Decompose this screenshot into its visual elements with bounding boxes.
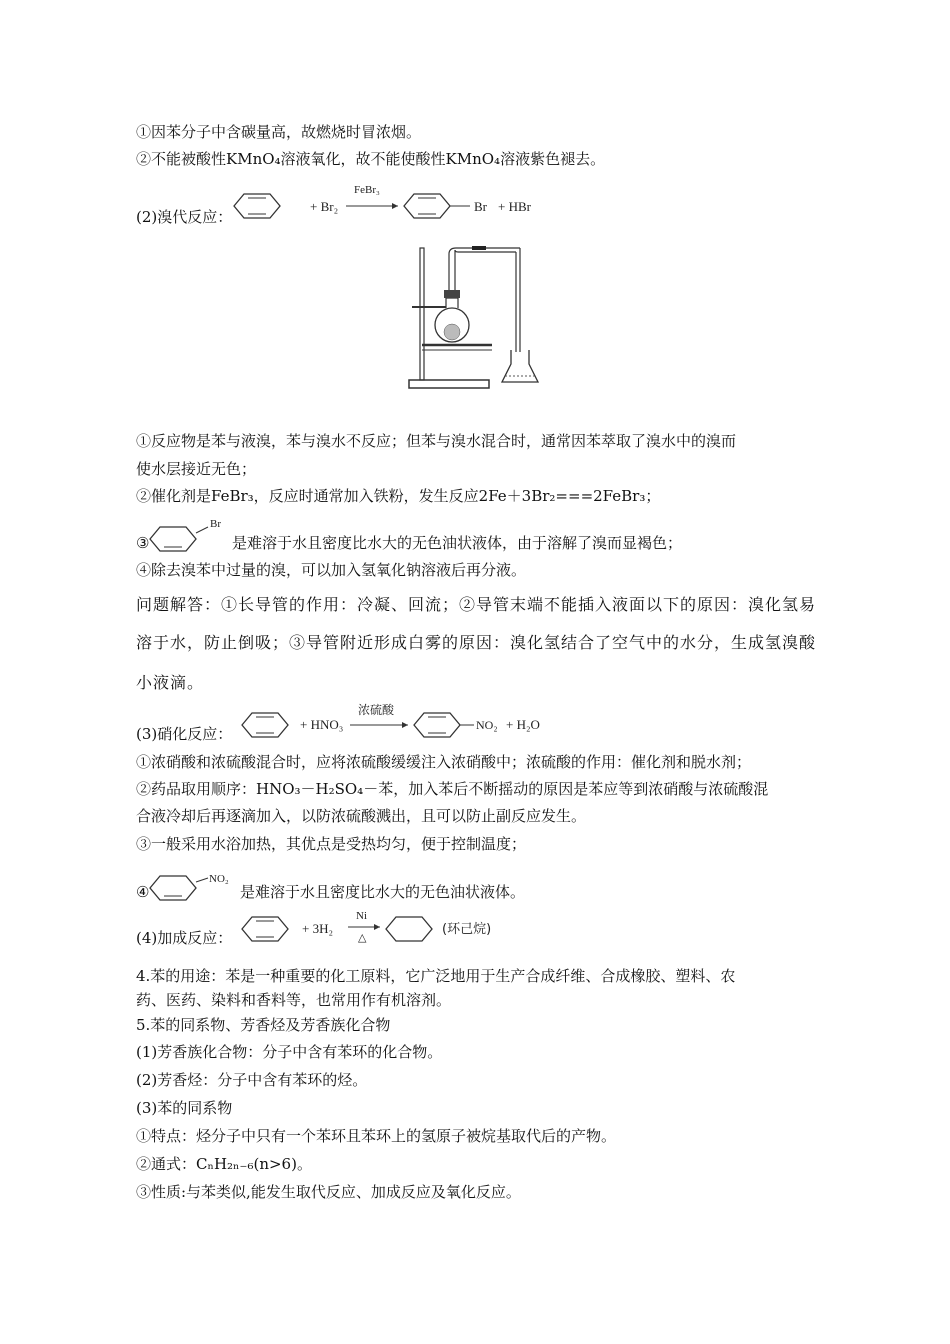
benzene-ring-icon [242,713,288,737]
reagent-text: + HNO₃ [300,717,344,732]
stand-rod [420,248,424,380]
benzene-ring-icon [414,713,460,737]
catalyst-text: 浓硫酸 [358,703,395,717]
arrow-head [402,722,408,728]
benzene-ring-icon [404,194,450,218]
benzene-ring-icon [242,917,288,941]
text-line: ①特点：烃分子中只有一个苯环且苯环上的氢原子被烷基取代后的产物。 [136,1127,617,1145]
nitrobenzene-structure [148,864,238,904]
bromination-label: (2)溴代反应： [136,208,233,226]
bromination-scheme [136,184,586,228]
substituent-text: Br [210,518,221,530]
addition-equation [136,905,556,949]
arrow-head [374,924,380,930]
text-line: ①因苯分子中含碳量高，故燃烧时冒浓烟。 [136,123,422,141]
text-line: 使水层接近无色； [136,460,257,478]
text-line: 是难溶于水且密度比水大的无色油状液体，由于溶解了溴而显褐色； [232,534,683,552]
text-line: 合液冷却后再逐滴加入，以防浓硫酸溅出，且可以防止副反应发生。 [136,807,587,825]
text-line: 药、医药、染料和香料等，也常用作有机溶剂。 [136,991,452,1009]
nitration-label: (3)硝化反应： [136,725,233,743]
catalyst-text: FeBr₃ [354,184,380,196]
product-group-text: NO₂ [476,718,498,732]
benzene-ring-icon [234,194,280,218]
substituent-text: NO₂ [209,873,229,885]
bromobenzene-structure [148,513,234,553]
product-group-text: Br [474,199,487,214]
nitration-scheme [136,701,586,745]
addition-label: (4)加成反应： [136,929,233,947]
text-line: ②不能被酸性KMnO₄溶液氧化，故不能使酸性KMnO₄溶液紫色褪去。 [136,150,606,168]
bromination-apparatus-diagram [406,240,556,394]
text-line: ④ [136,883,150,901]
arrow-head [392,203,398,209]
benzene-ring-icon [150,527,196,551]
section-heading: 5.苯的同系物、芳香烃及芳香族化合物 [136,1016,391,1034]
nitration-equation [136,701,586,745]
text-line: ②通式：CₙH₂ₙ₋₆(n>6)。 [136,1155,312,1173]
stand-base [409,380,489,388]
text-line: ③性质:与苯类似,能发生取代反应、加成反应及氧化反应。 [136,1183,521,1201]
text-line: 是难溶于水且密度比水大的无色油状液体。 [240,883,526,901]
bromination-equation [136,184,586,228]
byproduct-text: + H₂O [506,717,540,732]
text-line: (1)芳香族化合物：分子中含有苯环的化合物。 [136,1043,443,1061]
text-line: ②药品取用顺序：HNO₃－H₂SO₄－苯，加入苯后不断摇动的原因是苯应等到浓硝酸与浓硫酸混 [136,780,769,798]
conical-flask [502,350,538,382]
benzene-ring-icon [150,876,196,900]
text-line: 4.苯的用途：苯是一种重要的化工原料，它广泛地用于生产合成纤维、合成橡胶、塑料、农 [136,967,736,985]
text-line: ①浓硝酸和浓硫酸混合时，应将浓硫酸缓缓注入浓硝酸中；浓硫酸的作用：催化剂和脱水剂； [136,753,752,771]
stopper [444,290,460,298]
text-line: 溶于水，防止倒吸；③导管附近形成白雾的原因：溴化氢结合了空气中的水分，生成氢溴酸 [136,633,817,652]
text-line: ③ [136,534,150,552]
reagent-text: + 3H₂ [302,921,334,936]
byproduct-text: + HBr [498,199,531,214]
flask-liquid [444,324,460,340]
text-line: ④除去溴苯中过量的溴，可以加入氢氧化钠溶液后再分液。 [136,561,527,579]
text-line: (2)芳香烃：分子中含有苯环的烃。 [136,1071,368,1089]
heat-symbol: △ [358,932,367,944]
cyclohexane-ring-icon [386,917,432,941]
text-line: 小液滴。 [136,673,205,692]
reagent-text: + Br₂ [310,199,339,214]
text-line: 问题解答：①长导管的作用：冷凝、回流；②导管末端不能插入液面以下的原因：溴化氢易 [136,595,817,614]
section-heading: (3)苯的同系物 [136,1099,233,1117]
addition-scheme [136,905,556,949]
catalyst-text: Ni [356,910,367,922]
rubber-connector [472,246,486,250]
text-line: ①反应物是苯与液溴，苯与溴水不反应；但苯与溴水混合时，通常因苯萃取了溴水中的溴而 [136,432,737,450]
text-line: ③一般采用水浴加热，其优点是受热均匀，便于控制温度； [136,835,527,853]
product-name-text: (环己烷) [442,922,492,937]
flask-neck [446,298,458,308]
text-line: ②催化剂是FeBr₃，反应时通常加入铁粉，发生反应2Fe＋3Br₂===2FeBr₃； [136,487,661,505]
